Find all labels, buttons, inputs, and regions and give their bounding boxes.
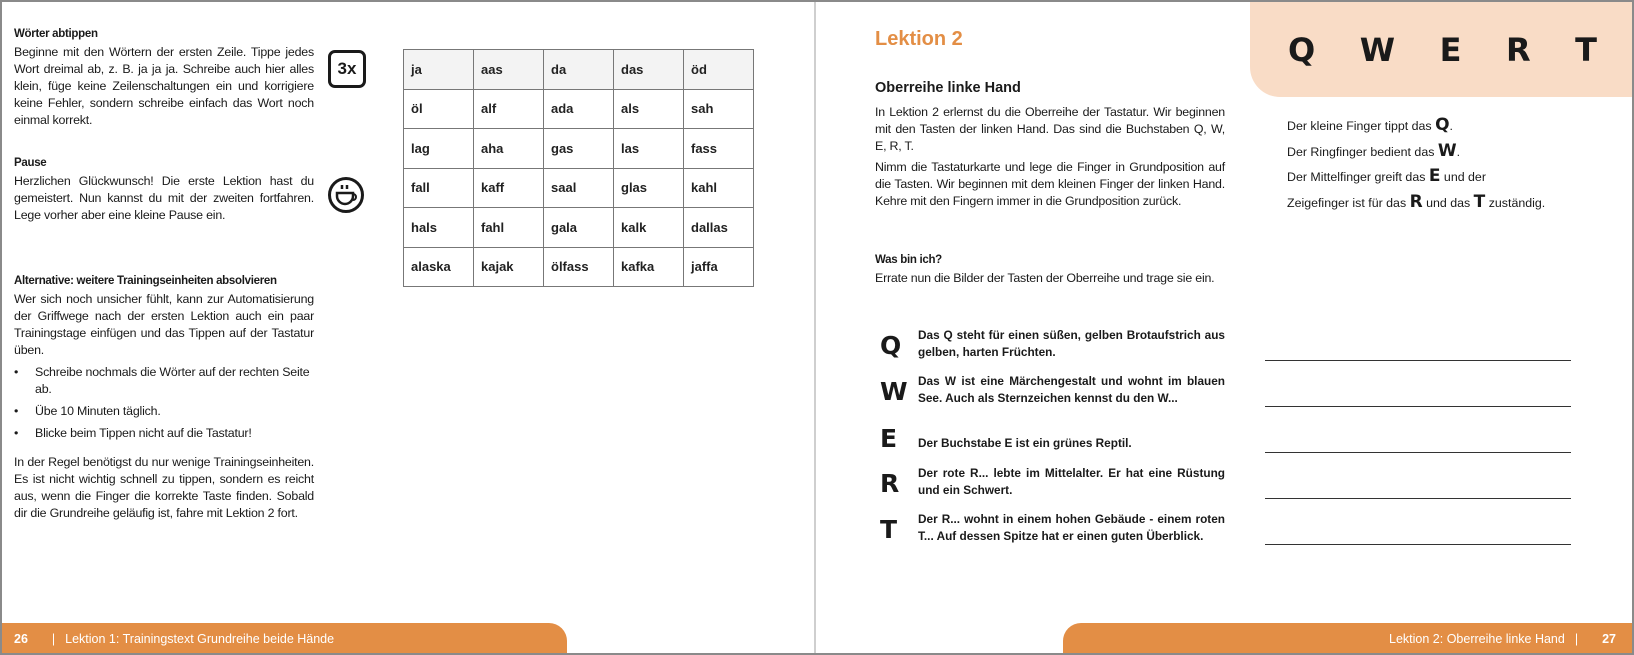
riddle-item	[880, 420, 1225, 460]
table-cell: ja	[404, 50, 474, 90]
riddle-item	[880, 511, 1225, 551]
table-row	[404, 89, 754, 129]
key-letter: T	[1575, 30, 1597, 69]
repeat-3x-icon: 3x	[328, 50, 366, 88]
footer-title: Lektion 1: Trainingstext Grundreihe beide Hände	[65, 631, 335, 646]
riddle-text: Das W ist eine Märchengestalt und wohnt im blauen See. Auch als Sternzeichen kennst du den W...	[918, 374, 1225, 405]
text: Der Mittelfinger greift das	[1287, 170, 1429, 184]
riddle-item	[880, 327, 1225, 367]
table-row	[404, 50, 754, 90]
table-cell: aas	[474, 50, 544, 90]
riddle-letter: Q	[880, 331, 902, 360]
list-item: • Übe 10 Minuten täglich.	[14, 403, 314, 420]
text: und das	[1422, 195, 1474, 210]
list-item: • Schreibe nochmals die Wörter auf der rechten Seite ab.	[14, 364, 314, 398]
tips-list	[14, 364, 314, 442]
footer-separator: |	[1574, 631, 1579, 646]
qwert-banner	[1250, 2, 1632, 97]
text: Der kleine Finger tippt das	[1287, 119, 1436, 133]
key-letter: W	[1359, 30, 1396, 69]
table-cell: kalk	[614, 208, 684, 248]
list-item: • Blicke beim Tippen nicht auf die Tastatur!	[14, 425, 314, 442]
table-cell: fall	[404, 168, 474, 208]
answer-line-w[interactable]	[1265, 406, 1571, 407]
answer-line-r[interactable]	[1265, 498, 1571, 499]
table-cell: alaska	[404, 247, 474, 287]
heading-alternative: Alternative: weitere Trainingseinheiten absolvieren	[14, 275, 277, 287]
key-letter: R	[1409, 191, 1423, 212]
table-cell: öd	[684, 50, 754, 90]
table-cell: jaffa	[684, 247, 754, 287]
riddle-letter: R	[880, 469, 900, 498]
key-letter: E	[1439, 30, 1462, 69]
table-cell: dallas	[684, 208, 754, 248]
table-row	[404, 129, 754, 169]
paragraph-woerter: Beginne mit den Wörtern der ersten Zeile. Tippe jedes Wort dreimal ab, z. B. ja ja ja. Schreibe auch hier alles klein, füge keine Zeilenschaltungen ein und korrigiere keine Fehler, sondern schreibe einfach das Wort noch einmal korrekt.	[14, 45, 314, 127]
lesson-subtitle: Oberreihe linke Hand	[875, 80, 1021, 96]
table-cell: glas	[614, 168, 684, 208]
footer-separator: |	[51, 631, 56, 646]
page-number: 27	[1602, 631, 1616, 646]
riddle-letter: E	[880, 424, 898, 453]
table-cell: fahl	[474, 208, 544, 248]
text: .	[1456, 144, 1461, 159]
table-cell: aha	[474, 129, 544, 169]
table-row	[404, 208, 754, 248]
text: .	[1449, 119, 1453, 133]
table-cell: alf	[474, 89, 544, 129]
key-letter: E	[1428, 166, 1441, 186]
paragraph-intro: In Lektion 2 erlernst du die Oberreihe der Tastatur. Wir beginnen mit den Tasten der linken Hand. Das sind die Buchstaben Q, W, E, R, T.	[875, 105, 1225, 153]
text: und der	[1440, 170, 1486, 184]
table-cell: ölfass	[544, 247, 614, 287]
table-cell: kajak	[474, 247, 544, 287]
paragraph-grundposition: Nimm die Tastaturkarte und lege die Finger in Grundposition auf die Tasten. Wir beginnen mit dem kleinen Finger der linken Hand. Kehre mit den Fingern immer in die Grundposition zurück.	[875, 160, 1225, 208]
footer-right	[1063, 623, 1632, 654]
quiz-intro: Errate nun die Bilder der Tasten der Oberreihe und trage sie ein.	[875, 271, 1215, 285]
key-letter: W	[1437, 140, 1457, 161]
answer-line-q[interactable]	[1265, 360, 1571, 361]
table-cell: lag	[404, 129, 474, 169]
table-cell: kafka	[614, 247, 684, 287]
table-cell: hals	[404, 208, 474, 248]
key-letter: T	[1473, 191, 1486, 212]
footer-left	[2, 623, 567, 654]
riddle-letter: T	[880, 515, 898, 544]
paragraph-alternative: Wer sich noch unsicher fühlt, kann zur Automatisierung der Griffwege nach der ersten Lektion auch ein paar Trainingstage einfügen und das Tippen auf der Tastatur üben.	[14, 292, 314, 357]
table-cell: ada	[544, 89, 614, 129]
heading-woerter-abtippen: Wörter abtippen	[14, 28, 98, 40]
lesson-title: Lektion 2	[875, 28, 963, 50]
key-letter: R	[1505, 30, 1531, 69]
finger-assignment	[1287, 113, 1545, 215]
riddle-item	[880, 465, 1225, 505]
table-cell: öl	[404, 89, 474, 129]
table-cell: da	[544, 50, 614, 90]
table-cell: gas	[544, 129, 614, 169]
table-cell: als	[614, 89, 684, 129]
table-cell: gala	[544, 208, 614, 248]
heading-pause: Pause	[14, 157, 47, 169]
table-row	[404, 247, 754, 287]
riddle-text: Der R... wohnt in einem hohen Gebäude - einem roten T... Auf dessen Spitze hat er einen guten Überblick.	[918, 512, 1225, 543]
quiz-heading: Was bin ich?	[875, 254, 942, 266]
table-cell: fass	[684, 129, 754, 169]
table-cell: sah	[684, 89, 754, 129]
table-cell: das	[614, 50, 684, 90]
key-letter: Q	[1435, 115, 1450, 135]
table-cell: las	[614, 129, 684, 169]
answer-line-t[interactable]	[1265, 544, 1571, 545]
paragraph-pause: Herzlichen Glückwunsch! Die erste Lektion hast du gemeistert. Nun kannst du mit der zweiten fortfahren. Lege vorher aber eine kleine Pause ein.	[14, 174, 314, 222]
riddle-item	[880, 373, 1225, 413]
table-row	[404, 168, 754, 208]
page-gutter	[814, 0, 816, 655]
footer-title: Lektion 2: Oberreihe linke Hand	[1389, 631, 1565, 646]
answer-line-e[interactable]	[1265, 452, 1571, 453]
word-table	[403, 49, 754, 287]
text: zuständig.	[1485, 195, 1546, 210]
section-alternative	[14, 291, 314, 522]
riddle-text: Das Q steht für einen süßen, gelben Brotaufstrich aus gelben, harten Früchten.	[918, 328, 1225, 359]
page-number: 26	[14, 631, 28, 646]
table-cell: kahl	[684, 168, 754, 208]
table-cell: saal	[544, 168, 614, 208]
text: Der Ringfinger bedient das	[1287, 144, 1438, 159]
table-cell: kaff	[474, 168, 544, 208]
paragraph-regel: In der Regel benötigst du nur wenige Trainingseinheiten. Es ist nicht wichtig schnell zu tippen, sondern es reicht aus, wenn die Finger die korrekte Taste finden. Sobald dir die Grundreihe geläufig ist, fahre mit Lektion 2 fort.	[14, 455, 314, 520]
riddle-text: Der rote R... lebte im Mittelalter. Er hat eine Rüstung und ein Schwert.	[918, 466, 1225, 497]
riddle-text: Der Buchstabe E ist ein grünes Reptil.	[918, 436, 1132, 450]
riddle-letter: W	[880, 377, 908, 406]
text: Zeigefinger ist für das	[1287, 195, 1410, 210]
key-letter: Q	[1288, 30, 1316, 69]
coffee-cup-icon	[327, 176, 365, 214]
